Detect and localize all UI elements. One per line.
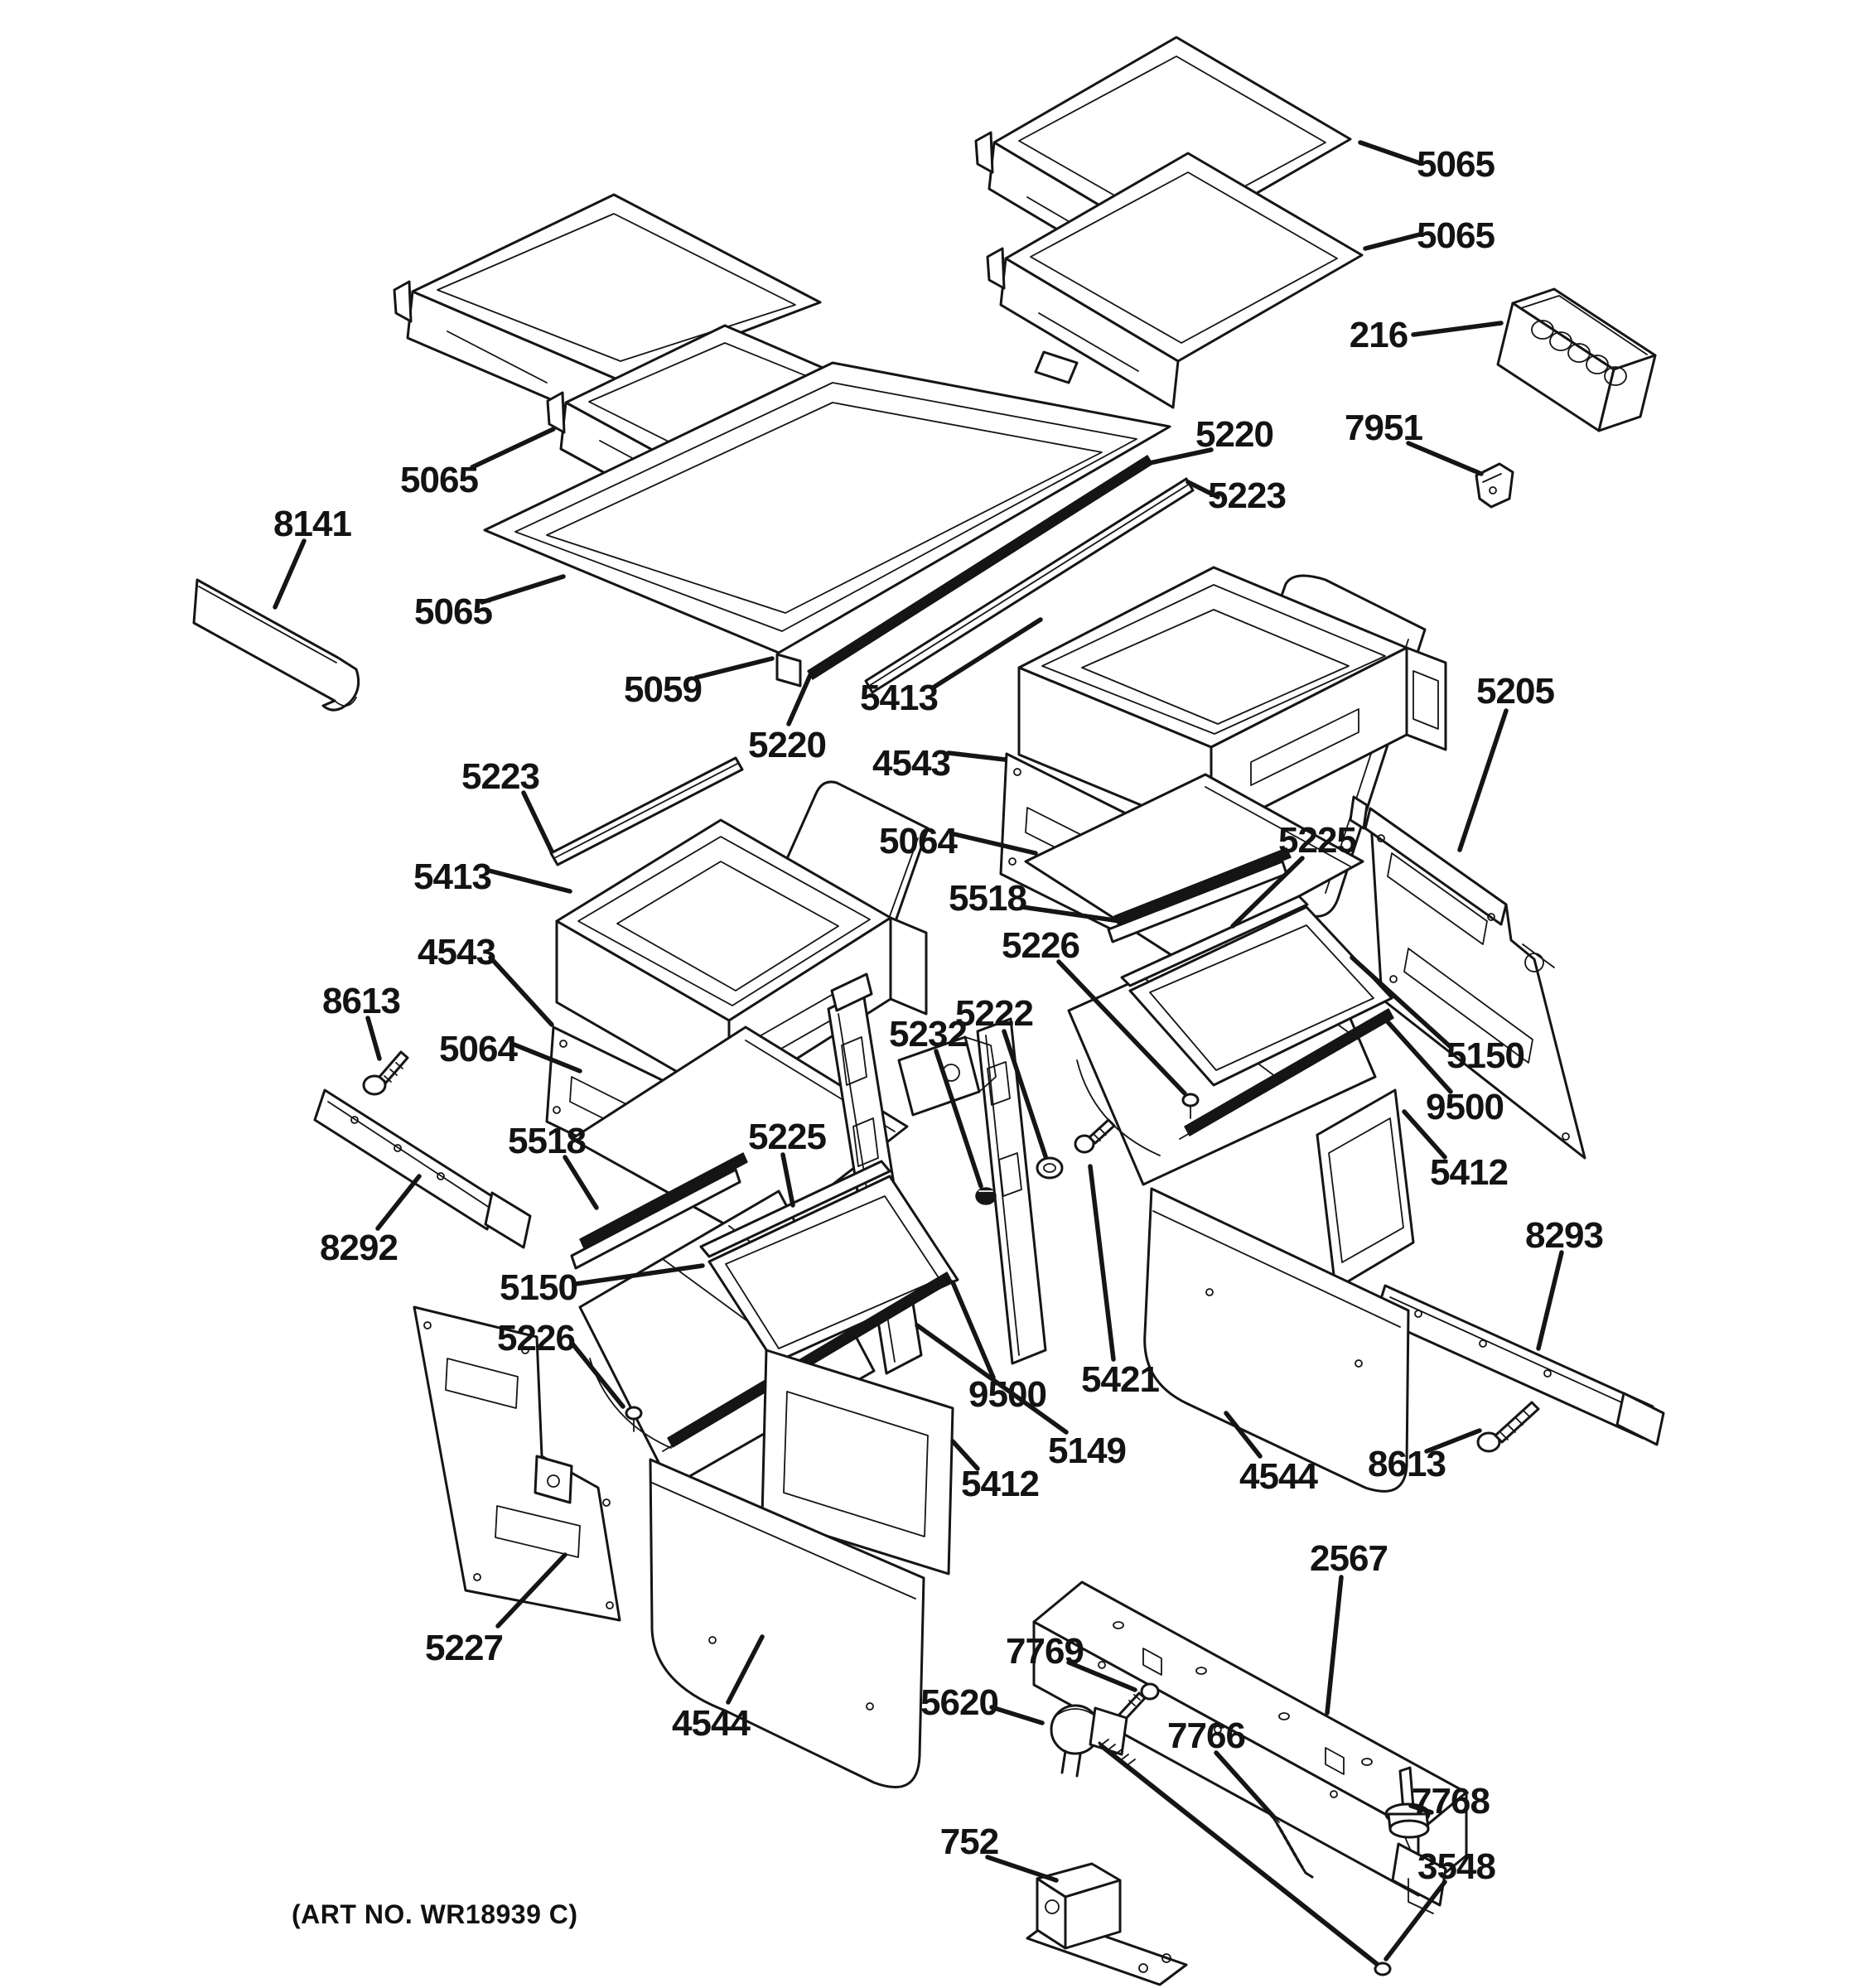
solenoid-752 [1027,1864,1186,1985]
part-callout-5223: 5223 [461,756,539,797]
part-callout-5150: 5150 [1446,1035,1524,1076]
part-callout-5413: 5413 [413,856,491,897]
part-callout-4544: 4544 [672,1703,750,1744]
leader-line-5518 [565,1157,596,1208]
part-callout-8293: 8293 [1525,1215,1603,1256]
rail-8292 [315,1090,530,1247]
part-callout-7951: 7951 [1345,408,1422,448]
part-callout-5065: 5065 [400,460,478,500]
part-callout-9500: 9500 [1426,1087,1504,1127]
part-callout-5064: 5064 [439,1029,517,1069]
part-callout-7768: 7768 [1412,1781,1490,1822]
cover-assembly-left [580,1161,958,1788]
leader-line-5065 [1360,142,1420,163]
part-callout-5412: 5412 [1430,1152,1508,1193]
part-callout-5223: 5223 [1208,475,1286,516]
part-callout-5205: 5205 [1476,671,1554,712]
part-callout-5220: 5220 [748,725,826,765]
part-callout-7769: 7769 [1006,1631,1084,1672]
part-callout-2567: 2567 [1310,1538,1388,1579]
part-callout-5065: 5065 [414,591,492,632]
leader-line-5059 [696,659,772,678]
part-callout-5065: 5065 [1417,144,1495,185]
cap-5232 [976,1188,996,1204]
part-callout-5222: 5222 [955,993,1033,1034]
leader-line-5421 [1090,1166,1113,1359]
leader-line-5065 [482,577,563,602]
part-callout-5149: 5149 [1048,1431,1126,1471]
leader-line-4543 [949,753,1005,760]
part-callout-4544: 4544 [1239,1456,1317,1497]
leader-line-5223 [524,793,552,852]
part-callout-5150: 5150 [500,1267,577,1308]
part-callout-5220: 5220 [1195,414,1273,455]
part-callout-216: 216 [1349,315,1408,355]
leader-line-8293 [1538,1252,1562,1349]
leader-line-5205 [1460,711,1506,850]
part-callout-5413: 5413 [860,678,938,718]
part-callout-8613: 8613 [322,981,400,1021]
part-callout-5064: 5064 [879,821,957,861]
leader-line-5620 [992,1707,1042,1723]
screw-8613-right [1478,1402,1538,1451]
cover-assembly-right [1069,896,1413,1491]
leader-line-5413 [489,871,570,891]
part-callout-5518: 5518 [949,878,1026,919]
leader-line-5065 [1365,234,1420,248]
part-callout-5232: 5232 [889,1014,967,1054]
clip-7951 [1476,464,1513,507]
part-callout-5226: 5226 [497,1318,575,1358]
part-callout-3548: 3548 [1417,1846,1495,1887]
grommet-5222 [1037,1158,1062,1178]
part-callout-4543: 4543 [872,743,950,784]
part-callout-5225: 5225 [748,1117,826,1157]
art-number: (ART NO. WR18939 C) [292,1899,578,1929]
leader-line-8613 [368,1018,379,1059]
leader-line-4543 [490,958,552,1025]
part-callout-5412: 5412 [961,1464,1039,1504]
part-callout-9500: 9500 [968,1374,1046,1415]
leader-line-8292 [378,1176,419,1228]
leader-line-216 [1413,323,1501,335]
leader-line-5065 [472,429,553,467]
part-callout-5227: 5227 [425,1628,503,1668]
part-callout-5225: 5225 [1278,820,1356,861]
screw-8613-left [364,1052,408,1094]
part-callout-5421: 5421 [1081,1359,1159,1400]
part-callout-5065: 5065 [1417,215,1495,256]
part-callout-5620: 5620 [920,1682,998,1723]
part-callout-8613: 8613 [1368,1444,1446,1484]
bin-216 [1498,289,1655,431]
part-callout-7766: 7766 [1167,1715,1245,1756]
part-callout-752: 752 [939,1822,999,1862]
screw-5421 [1075,1120,1114,1152]
leader-line-2567 [1327,1577,1341,1713]
part-callout-8141: 8141 [273,504,351,544]
leader-line-8141 [275,541,304,607]
part-callout-4543: 4543 [418,932,495,972]
part-callout-5059: 5059 [624,669,702,710]
thermostat-5620 [1051,1706,1127,1776]
part-callout-5226: 5226 [1002,925,1079,966]
part-callout-8292: 8292 [320,1228,398,1268]
part-callout-5518: 5518 [508,1121,586,1161]
